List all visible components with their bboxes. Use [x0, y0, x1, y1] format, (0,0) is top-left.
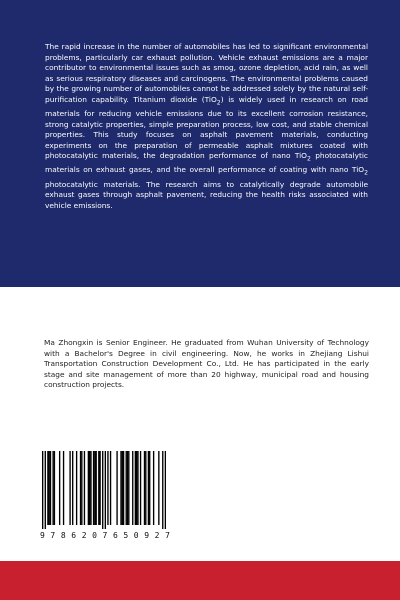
- barcode-digit: 2: [154, 531, 160, 540]
- author-bio: Ma Zhongxin is Senior Engineer. He graduated from Wuhan University of Technology with a Bachelor's Degree in civil engineering. Now, he works in Zhejiang Lishui Transportation Construction Development Co., Ltd. He has participated in the early stage and site management of more than 20 highway, municipal road and housing construction projects.: [44, 338, 369, 390]
- barcode-bar: [94, 451, 95, 525]
- abstract-text-3: photocatalytic materials on exhaust gases, and the overall performance of coating with nano TiO: [45, 151, 368, 175]
- barcode-digit: 6: [112, 531, 118, 540]
- barcode-digit: 9: [40, 531, 45, 540]
- barcode-bar: [128, 451, 129, 525]
- barcode-bar: [145, 451, 146, 525]
- barcode-bar: [54, 451, 55, 525]
- barcode-bar: [137, 451, 138, 525]
- barcode-bar: [148, 451, 149, 525]
- barcode-bar: [50, 451, 51, 525]
- barcode-digits: [40, 531, 170, 540]
- barcode-bar: [81, 451, 82, 525]
- barcode-bar: [136, 451, 137, 525]
- barcode-bar: [107, 451, 108, 525]
- isbn-barcode: [37, 447, 172, 547]
- back-cover-bottom-bar: [0, 561, 400, 600]
- barcode-bar: [153, 451, 154, 525]
- barcode-digit: 0: [92, 531, 97, 540]
- barcode-digit: 9: [144, 531, 150, 540]
- barcode-bar: [84, 451, 85, 525]
- barcode-bar: [116, 451, 117, 525]
- barcode-digit: 0: [133, 531, 139, 540]
- barcode-bar: [47, 451, 48, 525]
- barcode-digit: 7: [165, 531, 170, 540]
- barcode-digit: 6: [71, 531, 77, 540]
- barcode-bar: [42, 451, 43, 529]
- barcode-bars: [42, 451, 166, 529]
- barcode-bar: [52, 451, 53, 525]
- barcode-bar: [63, 451, 64, 525]
- barcode-bar: [90, 451, 91, 525]
- barcode-bar: [88, 451, 89, 525]
- barcode-bar: [127, 451, 128, 525]
- abstract-subscript-1: 2: [216, 99, 221, 107]
- barcode-bar: [110, 451, 111, 525]
- barcode-bar: [99, 451, 100, 525]
- barcode-bar: [69, 451, 70, 525]
- barcode-bar: [59, 451, 60, 525]
- barcode-digit: 7: [50, 531, 56, 540]
- barcode-bar: [122, 451, 123, 525]
- barcode-bar: [96, 451, 97, 525]
- barcode-bar: [89, 451, 90, 525]
- barcode-bar: [76, 451, 77, 525]
- back-cover-top-panel: [0, 0, 400, 287]
- abstract-subscript-2: 2: [306, 155, 311, 163]
- barcode-digit: 2: [81, 531, 87, 540]
- barcode-bar: [144, 451, 145, 525]
- barcode-bar: [135, 451, 136, 525]
- barcode-digit: 7: [102, 531, 108, 540]
- barcode-bar: [126, 451, 127, 525]
- barcode-bar: [102, 451, 103, 529]
- barcode-digit: 5: [123, 531, 129, 540]
- barcode-bar: [72, 451, 73, 525]
- abstract-text-2: ) is widely used in research on road materials for reducing vehicle emissions due to its excellent corrosion resistance, strong catalytic properties, simple preparation process, low cost, and stable chemical properties. This study focuses on asphalt pavement materials, conducting experiments on the preparation of permeable asphalt mixtures coated with photocatalytic materials, the degradation performance of nano TiO: [45, 94, 368, 161]
- barcode-bar: [80, 451, 81, 525]
- barcode-bar: [120, 451, 121, 525]
- barcode-bar: [132, 451, 133, 525]
- barcode-bar: [93, 451, 94, 525]
- barcode-bar: [45, 451, 46, 529]
- barcode-bar: [49, 451, 50, 525]
- barcode-bar: [140, 451, 141, 525]
- barcode-bar: [105, 451, 106, 529]
- barcode-bar: [149, 451, 150, 525]
- barcode-digit: 8: [60, 531, 66, 540]
- abstract-text-4: photocatalytic materials. The research aims to catalytically degrade automobile exhaust gases through asphalt pavement, reducing the health risks associated with vehicle emissions.: [45, 179, 368, 210]
- book-abstract: [45, 42, 368, 211]
- barcode-bar: [165, 451, 166, 529]
- abstract-subscript-3: 2: [364, 169, 368, 177]
- abstract-text-1: The rapid increase in the number of automobiles has led to significant environmental problems, particularly car exhaust pollution. Vehicle exhaust emissions are a major contributor to environmental issues such as smog, ozone depletion, acid rain, as well as serious respiratory diseases and carcinogens. The environmental problems caused by the growing number of automobiles cannot be addressed solely by the natural self-purification capability. Titanium dioxide (TiO: [45, 42, 368, 104]
- barcode-bar: [158, 451, 159, 525]
- barcode-bar: [162, 451, 163, 529]
- barcode-bar: [98, 451, 99, 525]
- barcode-bar: [123, 451, 124, 525]
